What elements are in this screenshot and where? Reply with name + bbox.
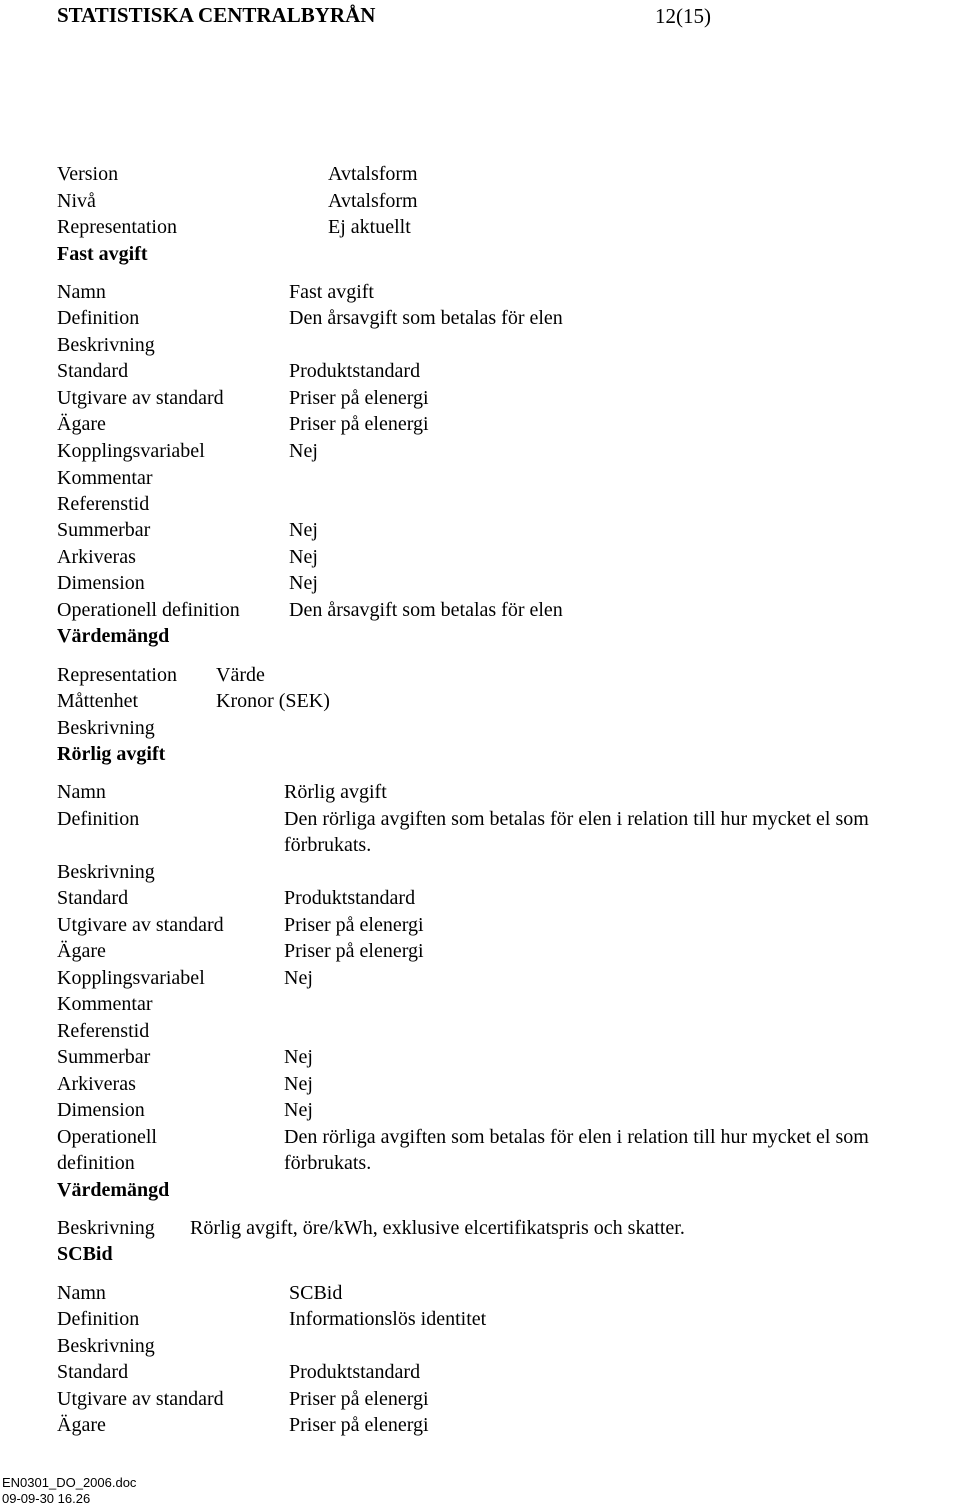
row-label: Ägare <box>57 940 106 962</box>
row-label: Summerbar <box>57 1046 151 1068</box>
row-value: Värde <box>216 664 265 686</box>
row-value: Nej <box>284 1046 313 1068</box>
subsection-heading: Värdemängd <box>57 625 170 647</box>
row-value: Nej <box>284 967 313 989</box>
section-heading: SCBid <box>57 1243 113 1265</box>
row-label: Utgivare av standard <box>57 387 224 409</box>
row-value: Avtalsform <box>328 163 418 185</box>
row-label: Utgivare av standard <box>57 914 224 936</box>
row-value: Priser på elenergi <box>289 1388 429 1410</box>
row-label: Dimension <box>57 572 145 594</box>
row-label: Beskrivning <box>57 334 155 356</box>
row-label: Version <box>57 163 119 185</box>
row-value: Fast avgift <box>289 281 374 303</box>
row-label: Representation <box>57 664 177 686</box>
row-label: Utgivare av standard <box>57 1388 224 1410</box>
row-label: Nivå <box>57 190 96 212</box>
row-value: Nej <box>289 546 318 568</box>
row-label: Dimension <box>57 1099 145 1121</box>
row-label: Definition <box>57 1308 140 1330</box>
row-label: Ägare <box>57 413 106 435</box>
row-label: Beskrivning <box>57 1335 155 1357</box>
row-label: Definition <box>57 808 140 830</box>
row-value: Nej <box>289 572 318 594</box>
row-value: Nej <box>289 519 318 541</box>
row-value: Produktstandard <box>289 1361 421 1383</box>
row-value: Priser på elenergi <box>289 387 429 409</box>
row-label: Representation <box>57 216 177 238</box>
row-value: Avtalsform <box>328 190 418 212</box>
row-label: Referenstid <box>57 1020 150 1042</box>
subsection-heading: Värdemängd <box>57 1179 170 1201</box>
row-label: Arkiveras <box>57 1073 136 1095</box>
row-value: Den rörliga avgiften som betalas för elen i relation till hur mycket el som <box>284 1126 869 1148</box>
row-value: Produktstandard <box>284 887 416 909</box>
row-value: Nej <box>284 1073 313 1095</box>
row-value: SCBid <box>289 1282 343 1304</box>
footer-doc-name: EN0301_DO_2006.doc <box>2 1475 137 1490</box>
row-label: Ägare <box>57 1414 106 1436</box>
row-label: Summerbar <box>57 519 151 541</box>
row-label: Arkiveras <box>57 546 136 568</box>
row-value: Rörlig avgift, öre/kWh, exklusive elcertifikatspris och skatter. <box>190 1217 685 1239</box>
row-label: Namn <box>57 781 106 803</box>
row-label: Beskrivning <box>57 861 155 883</box>
row-label: Beskrivning <box>57 1217 155 1239</box>
row-label: Operationell definition <box>57 599 240 621</box>
row-value-continued: förbrukats. <box>284 834 372 856</box>
row-label: Referenstid <box>57 493 150 515</box>
row-label: Namn <box>57 281 106 303</box>
row-value: Produktstandard <box>289 360 421 382</box>
row-label: Kommentar <box>57 993 153 1015</box>
row-value: Den rörliga avgiften som betalas för elen i relation till hur mycket el som <box>284 808 869 830</box>
footer-date: 09-09-30 16.26 <box>2 1491 91 1506</box>
row-label: Beskrivning <box>57 717 155 739</box>
row-value: Den årsavgift som betalas för elen <box>289 599 563 621</box>
row-value: Rörlig avgift <box>284 781 387 803</box>
row-value: Priser på elenergi <box>289 413 429 435</box>
row-label: Standard <box>57 360 129 382</box>
row-label: Kopplingsvariabel <box>57 440 205 462</box>
page-number: 12(15) <box>655 4 711 28</box>
row-label: Standard <box>57 887 129 909</box>
row-label: Operationell <box>57 1126 157 1148</box>
row-value: Priser på elenergi <box>289 1414 429 1436</box>
row-label: Måttenhet <box>57 690 139 712</box>
row-value: Kronor (SEK) <box>216 690 330 712</box>
row-value: Ej aktuellt <box>328 216 411 238</box>
row-label: Namn <box>57 1282 106 1304</box>
row-value: Nej <box>289 440 318 462</box>
row-label-continued: definition <box>57 1152 135 1174</box>
row-label: Standard <box>57 1361 129 1383</box>
row-value: Informationslös identitet <box>289 1308 487 1330</box>
row-value-continued: förbrukats. <box>284 1152 372 1174</box>
section-heading: Rörlig avgift <box>57 743 166 765</box>
row-label: Kommentar <box>57 467 153 489</box>
row-label: Kopplingsvariabel <box>57 967 205 989</box>
org-header: STATISTISKA CENTRALBYRÅN <box>57 3 376 27</box>
section-heading: Fast avgift <box>57 243 148 265</box>
row-label: Definition <box>57 307 140 329</box>
row-value: Nej <box>284 1099 313 1121</box>
row-value: Priser på elenergi <box>284 914 424 936</box>
row-value: Den årsavgift som betalas för elen <box>289 307 563 329</box>
row-value: Priser på elenergi <box>284 940 424 962</box>
